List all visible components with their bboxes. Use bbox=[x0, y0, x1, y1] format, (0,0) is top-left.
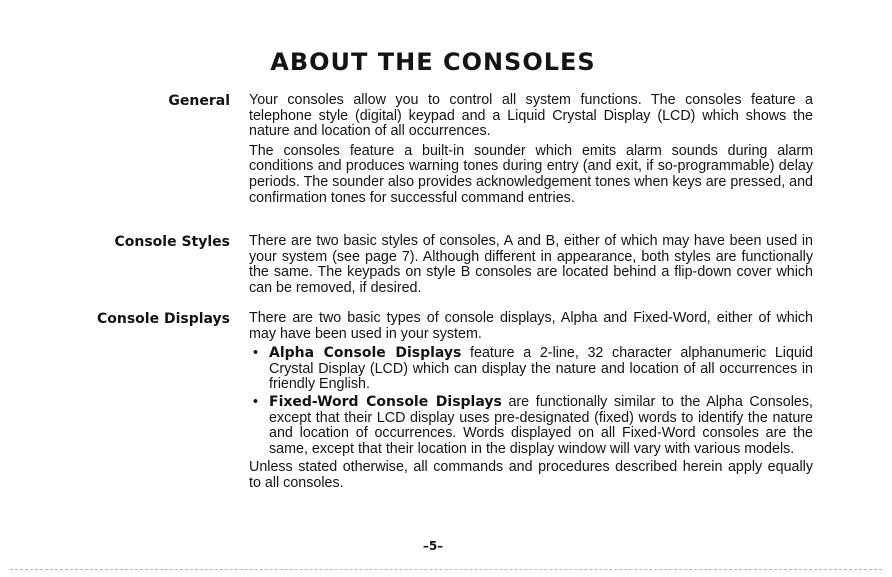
list-item-alpha-display bbox=[249, 346, 813, 393]
console-displays-intro: There are two basic types of console displays, Alpha and Fixed-Word, either of which may have been used in your system. bbox=[249, 310, 813, 342]
section-heading-general: General bbox=[168, 93, 230, 109]
console-display-types-list bbox=[249, 346, 813, 457]
bullet-term-alpha: Alpha Console Displays bbox=[269, 345, 462, 362]
page-bottom-divider bbox=[10, 569, 882, 570]
console-styles-paragraph: There are two basic styles of consoles, A and B, either of which may have been used in your system (see page 7). Although different in appearance, both styles are functionally the same. The keypads on style B consoles are located behind a flip-down cover which can be removed, if desired. bbox=[249, 233, 813, 296]
section-body-console-displays bbox=[249, 311, 813, 492]
list-item-fixed-word-display bbox=[249, 395, 813, 457]
section-body-general bbox=[249, 93, 813, 206]
console-displays-outro: Unless stated otherwise, all commands and procedures described herein apply equally to all consoles. bbox=[249, 459, 813, 491]
section-heading-console-styles: Console Styles bbox=[114, 234, 230, 250]
bullet-icon: • bbox=[253, 345, 259, 362]
general-paragraph-1: Your consoles allow you to control all system functions. The consoles feature a telephone style (digital) keypad and a Liquid Crystal Display (LCD) which shows the nature and location of all occurrences. bbox=[249, 92, 813, 140]
page-number: –5– bbox=[422, 539, 444, 553]
bullet-term-fixed-word: Fixed-Word Console Displays bbox=[269, 393, 502, 410]
section-body-console-styles bbox=[249, 234, 813, 296]
bullet-text-alpha: feature a 2-line, 32 character alphanumeric Liquid Crystal Display (LCD) which can display the nature and location of all occurrences in friendly English. bbox=[269, 345, 813, 393]
bullet-text-fixed-word: are functionally similar to the Alpha Consoles, except that their LCD display uses pre-designated (fixed) words to identify the nature and location of occurrences. Words displayed on all Fixed-Word consoles are the same, except that their location in the display window will vary with various models. bbox=[269, 393, 813, 457]
bullet-icon: • bbox=[253, 393, 259, 410]
section-heading-console-displays: Console Displays bbox=[96, 311, 230, 327]
page-title: ABOUT THE CONSOLES bbox=[270, 48, 596, 76]
general-paragraph-2: The consoles feature a built-in sounder which emits alarm sounds during alarm conditions and produces warning tones during entry (and exit, if so-programmable) delay periods. The sounder also provides acknowledgement tones when keys are pressed, and confirmation tones for successful command entries. bbox=[249, 142, 814, 206]
